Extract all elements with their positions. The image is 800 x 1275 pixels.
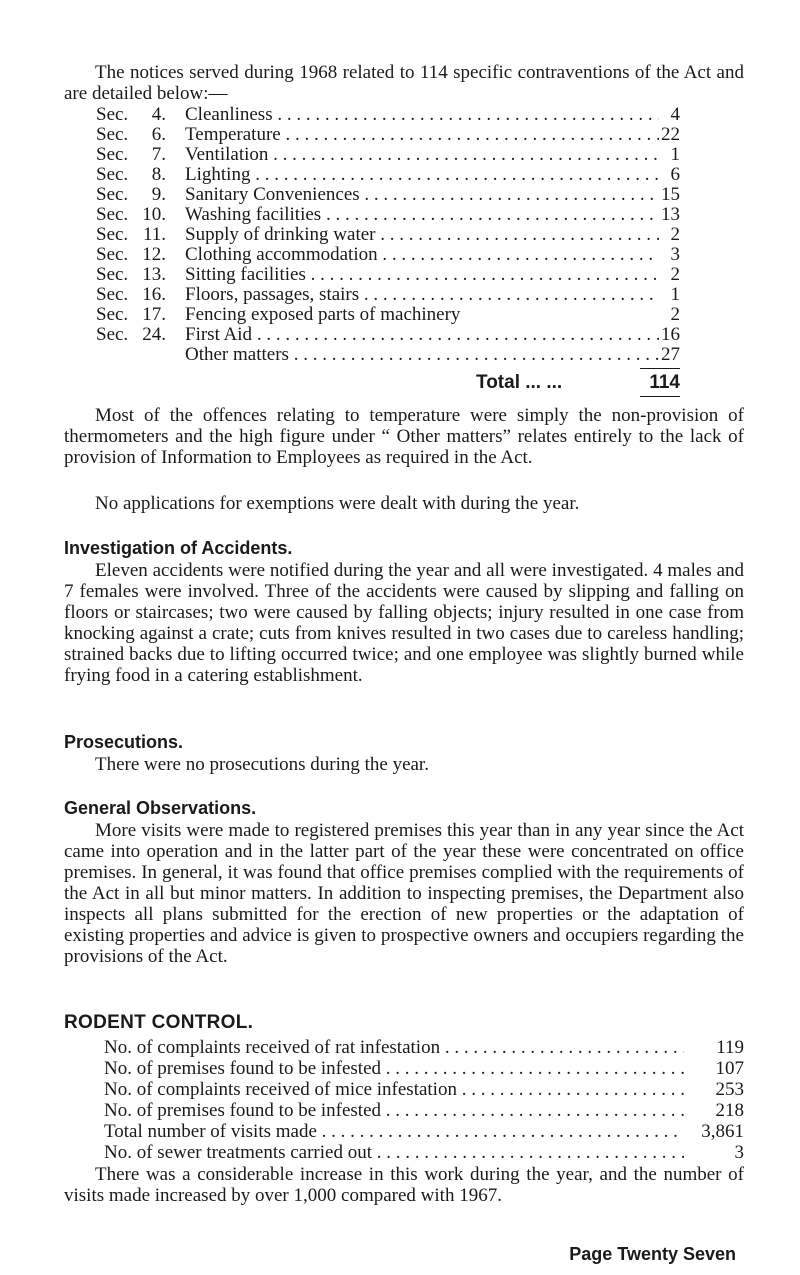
contravention-row — [0, 304, 680, 324]
sec-label: Sec. — [96, 304, 129, 325]
sec-label: Sec. — [96, 124, 129, 145]
rodent-value: 253 — [715, 1079, 744, 1100]
contravention-value: 15 — [661, 184, 680, 205]
total-rule-bottom — [640, 396, 680, 397]
rodent-label: Total number of visits made . . . — [104, 1121, 684, 1142]
contravention-row — [0, 184, 680, 204]
contravention-value: 4 — [670, 104, 680, 125]
sec-number: 13. — [142, 264, 166, 285]
rodent-label: No. of complaints received of mice infestation . . . — [104, 1079, 684, 1100]
contravention-value: 2 — [670, 264, 680, 285]
rodent-paragraph: There was a considerable increase in this work during the year, and the number of visits made increased by over 1,000 compared with 1967. — [64, 1164, 744, 1206]
contravention-label: Clothing accommodation . . . — [185, 244, 659, 265]
contravention-label: Cleanliness . . . — [185, 104, 659, 125]
rodent-label: No. of premises found to be infested . . . — [104, 1100, 684, 1121]
contravention-row — [0, 244, 680, 264]
contravention-label: Floors, passages, stairs . . . — [185, 284, 659, 305]
sec-label: Sec. — [96, 164, 129, 185]
contravention-value: 2 — [670, 304, 680, 325]
contravention-row — [0, 144, 680, 164]
rodent-row — [0, 1100, 744, 1120]
sec-label: Sec. — [96, 264, 129, 285]
rodent-value: 3,861 — [701, 1121, 744, 1142]
rodent-label: No. of premises found to be infested . . . — [104, 1058, 684, 1079]
contravention-row — [0, 224, 680, 244]
contravention-label: First Aid . . . — [185, 324, 659, 345]
rodent-value: 3 — [734, 1142, 744, 1163]
sec-label: Sec. — [96, 324, 129, 345]
sec-number: 12. — [142, 244, 166, 265]
observations-paragraph: More visits were made to registered premises this year than in any year since the Act came into operation and in the latter part of the year these were concentrated on office premises. In general, it was found that office premises complied with the requirements of the Act in all but minor matters. In addition to inspecting premises, the Department also inspects all plans submitted for the erection of new properties or the adaptation of existing properties and advice is given to prospective owners and occupiers regarding the provisions of the Act. — [64, 820, 744, 967]
sec-number: 6. — [151, 124, 166, 145]
contravention-row — [0, 164, 680, 184]
contravention-label: Supply of drinking water . . . — [185, 224, 659, 245]
contravention-value: 6 — [670, 164, 680, 185]
sec-label: Sec. — [96, 244, 129, 265]
page-number-footer: Page Twenty Seven — [569, 1244, 736, 1264]
rodent-label: No. of sewer treatments carried out . . . — [104, 1142, 684, 1163]
total-label: Total ... ... — [476, 372, 563, 393]
exemptions-paragraph: No applications for exemptions were dealt with during the year. — [95, 493, 580, 514]
total-rule-top — [640, 368, 680, 369]
prosecutions-heading: Prosecutions. — [64, 732, 184, 752]
sec-number: 4. — [151, 104, 166, 125]
sec-number: 24. — [142, 324, 166, 345]
rodent-value: 107 — [715, 1058, 744, 1079]
sec-number: 16. — [142, 284, 166, 305]
contravention-row — [0, 284, 680, 304]
contravention-value: 13 — [661, 204, 680, 225]
sec-number: 8. — [151, 164, 166, 185]
contravention-row — [0, 344, 680, 364]
rodent-row — [0, 1037, 744, 1057]
contravention-label: Sanitary Conveniences . . . — [185, 184, 659, 205]
contravention-label: Fencing exposed parts of machinery — [185, 304, 461, 325]
sec-number: 11. — [142, 224, 166, 245]
rodent-row — [0, 1079, 744, 1099]
contravention-value: 27 — [661, 344, 680, 365]
contravention-label: Other matters . . . — [185, 344, 659, 365]
contravention-row — [0, 104, 680, 124]
contravention-label: Sitting facilities . . . — [185, 264, 659, 285]
rodent-value: 119 — [716, 1037, 744, 1058]
contravention-value: 2 — [670, 224, 680, 245]
contravention-row — [0, 324, 680, 344]
sec-label: Sec. — [96, 224, 129, 245]
prosecutions-paragraph: There were no prosecutions during the year. — [95, 754, 429, 775]
accidents-paragraph: Eleven accidents were notified during the year and all were investigated. 4 males and 7 females were involved. Three of the accidents were caused by slipping and falling on floors or staircases; two were caused by falling objects; injury resulted in one case from knocking against a crate; cuts from knives resulted in two cases due to careless handling; strained backs due to lifting occurred twice; and one employee was slightly burned while frying food in a catering establishment. — [64, 560, 744, 686]
total-row — [0, 372, 680, 392]
sec-number: 17. — [142, 304, 166, 325]
rodent-row — [0, 1058, 744, 1078]
observations-heading: General Observations. — [64, 798, 257, 818]
contravention-value: 3 — [670, 244, 680, 265]
contravention-value: 1 — [670, 284, 680, 305]
sec-number: 9. — [151, 184, 166, 205]
contravention-value: 22 — [661, 124, 680, 145]
rodent-row — [0, 1121, 744, 1141]
contravention-label: Lighting . . . — [185, 164, 659, 185]
contravention-value: 1 — [670, 144, 680, 165]
contravention-label: Washing facilities . . . — [185, 204, 659, 225]
sec-label: Sec. — [96, 104, 129, 125]
rodent-value: 218 — [715, 1100, 744, 1121]
sec-label: Sec. — [96, 284, 129, 305]
contravention-value: 16 — [661, 324, 680, 345]
offences-paragraph: Most of the offences relating to temperature were simply the non-provision of thermometers and the high figure under “ Other matters” relates entirely to the lack of provision of Information to Employees as required in the Act. — [64, 405, 744, 468]
sec-label: Sec. — [96, 184, 129, 205]
rodent-row — [0, 1142, 744, 1162]
contravention-row — [0, 264, 680, 284]
intro-paragraph: The notices served during 1968 related to 114 specific contraventions of the Act and are detailed below:— — [64, 62, 744, 104]
contravention-row — [0, 204, 680, 224]
contravention-row — [0, 124, 680, 144]
sec-number: 7. — [151, 144, 166, 165]
rodent-label: No. of complaints received of rat infestation . . . — [104, 1037, 684, 1058]
rodent-heading: RODENT CONTROL. — [64, 1012, 254, 1033]
accidents-heading: Investigation of Accidents. — [64, 538, 293, 558]
sec-label: Sec. — [96, 144, 129, 165]
sec-label: Sec. — [96, 204, 129, 225]
total-value: 114 — [649, 372, 680, 393]
sec-number: 10. — [142, 204, 166, 225]
contravention-label: Ventilation . . . — [185, 144, 659, 165]
contravention-label: Temperature . . . — [185, 124, 659, 145]
